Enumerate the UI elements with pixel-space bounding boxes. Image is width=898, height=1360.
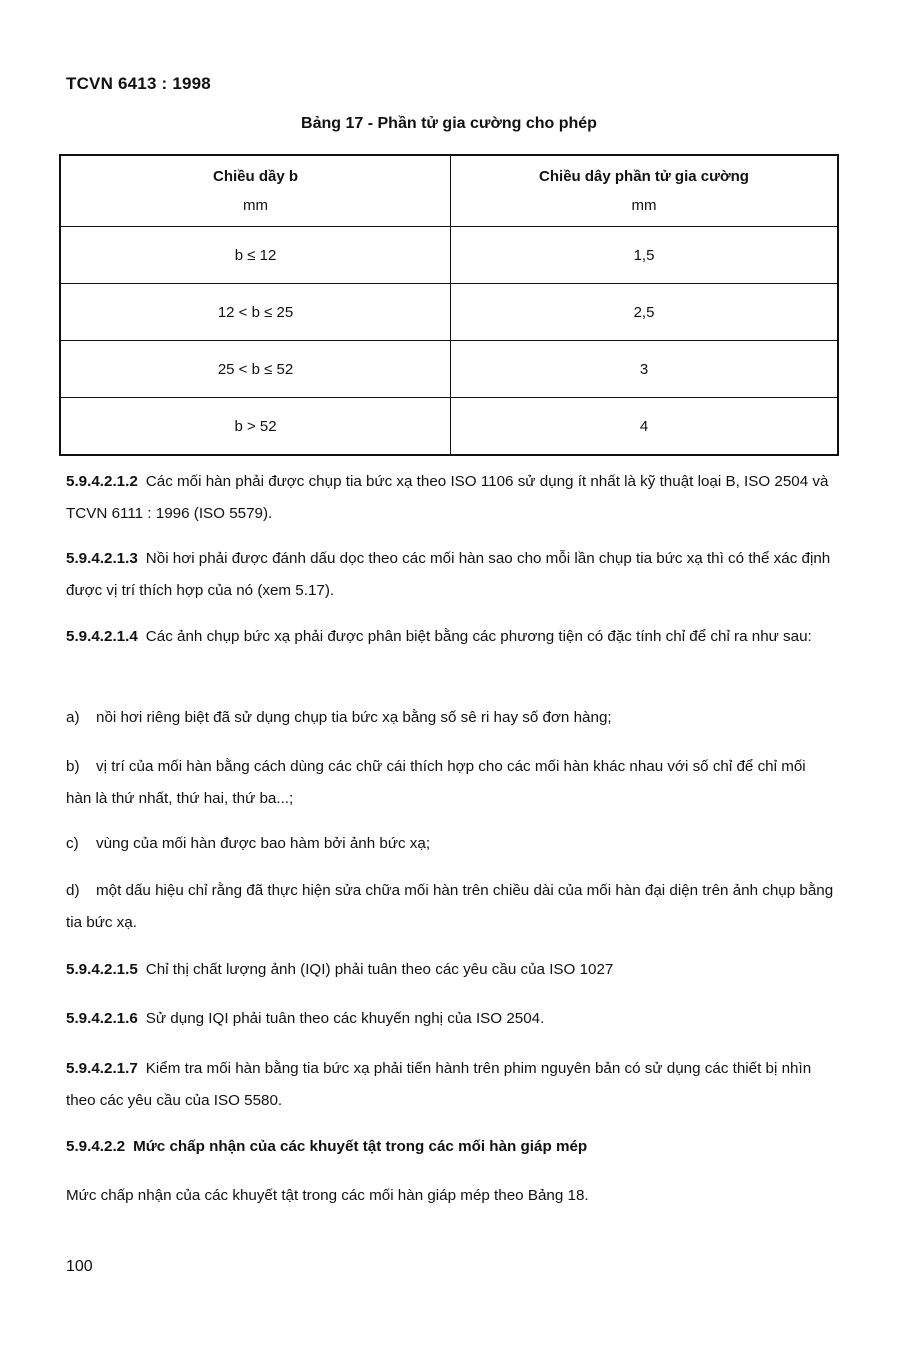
table-row — [60, 398, 838, 456]
clause-text: Chỉ thị chất lượng ảnh (IQI) phải tuân theo các yêu cầu của ISO 1027 — [145, 961, 614, 978]
thickness-cell: 25 < b ≤ 52 — [60, 341, 451, 398]
col-header-thickness — [60, 155, 451, 227]
clause-5-9-4-2-1-2 — [66, 466, 834, 530]
clause-text: Các ảnh chụp bức xạ phải được phân biệt bằng các phương tiện có đặc tính chỉ để chỉ ra như sau: — [145, 628, 812, 645]
table-row — [60, 227, 838, 284]
table-row — [60, 341, 838, 398]
value-cell: 3 — [451, 341, 839, 398]
clause-number: 5.9.4.2.1.7 — [66, 1060, 138, 1077]
clause-5-9-4-2-2 — [66, 1131, 834, 1163]
clause-5-9-4-2-1-6 — [66, 1003, 834, 1035]
value-cell: 2,5 — [451, 284, 839, 341]
clause-5-9-4-2-1-3 — [66, 543, 834, 607]
list-text: vùng của mối hàn được bao hàm bởi ảnh bức xạ; — [96, 835, 431, 852]
clause-number: 5.9.4.2.1.5 — [66, 961, 138, 978]
list-item-a — [66, 702, 834, 734]
list-text: vị trí của mối hàn bằng cách dùng các chữ cái thích hợp cho các mối hàn khác nhau với số chỉ để chỉ mối hàn là thứ nhất, thứ hai, thứ ba...; — [66, 758, 806, 807]
page-number: 100 — [66, 1258, 93, 1275]
list-letter: d) — [66, 882, 80, 899]
thickness-cell: b > 52 — [60, 398, 451, 456]
list-text: nồi hơi riêng biệt đã sử dụng chụp tia bức xạ bằng số sê ri hay số đơn hàng; — [96, 709, 612, 726]
reinforcement-table — [59, 154, 839, 456]
table-title: Bảng 17 - Phần tử gia cường cho phép — [301, 115, 597, 132]
col2-header-unit: mm — [631, 197, 657, 214]
col1-header-unit: mm — [243, 197, 268, 214]
clause-number: 5.9.4.2.1.2 — [66, 473, 138, 490]
clause-5-9-4-2-1-4 — [66, 621, 834, 653]
value-cell: 1,5 — [451, 227, 839, 284]
clause-text: Nồi hơi phải được đánh dấu dọc theo các mối hàn sao cho mỗi lần chụp tia bức xạ thì có thể xác định được vị trí thích hợp của nó (xem 5.17). — [66, 550, 831, 599]
clause-text: Các mối hàn phải được chụp tia bức xạ theo ISO 1106 sử dụng ít nhất là kỹ thuật loại B, ISO 2504 và TCVN 6111 : 1996 (ISO 5579). — [66, 473, 829, 522]
list-item-b — [66, 751, 834, 815]
clause-number: 5.9.4.2.2 — [66, 1138, 126, 1155]
list-item-d — [66, 875, 834, 939]
list-text: một dấu hiệu chỉ rằng đã thực hiện sửa chữa mối hàn trên chiều dài của mối hàn đại diện trên ảnh chụp bằng tia bức xạ. — [66, 882, 834, 931]
standard-header: TCVN 6413 : 1998 — [66, 74, 211, 93]
clause-5-9-4-2-1-5 — [66, 954, 834, 986]
thickness-cell: 12 < b ≤ 25 — [60, 284, 451, 341]
list-letter: a) — [66, 709, 80, 726]
list-letter: c) — [66, 835, 79, 852]
clause-number: 5.9.4.2.1.3 — [66, 550, 138, 567]
clause-text: Sử dụng IQI phải tuân theo các khuyến nghị của ISO 2504. — [145, 1010, 545, 1027]
clause-heading: Mức chấp nhận của các khuyết tật trong các mối hàn giáp mép — [133, 1138, 588, 1155]
table-row — [60, 284, 838, 341]
clause-number: 5.9.4.2.1.4 — [66, 628, 138, 645]
thickness-cell: b ≤ 12 — [60, 227, 451, 284]
list-item-c — [66, 828, 834, 860]
list-letter: b) — [66, 758, 80, 775]
body-paragraph — [66, 1180, 834, 1212]
col1-header-label: Chiều dầy b — [212, 168, 298, 185]
col-header-reinforcement — [451, 155, 839, 227]
value-cell: 4 — [451, 398, 839, 456]
clause-number: 5.9.4.2.1.6 — [66, 1010, 138, 1027]
table-header-row — [60, 155, 838, 227]
clause-text: Kiểm tra mối hàn bằng tia bức xạ phải tiến hành trên phim nguyên bản có sử dụng các thiết bị nhìn theo các yêu cầu của ISO 5580. — [66, 1060, 812, 1109]
col2-header-label: Chiều dây phần tử gia cường — [539, 168, 749, 185]
clause-5-9-4-2-1-7 — [66, 1053, 834, 1117]
paragraph-text: Mức chấp nhận của các khuyết tật trong các mối hàn giáp mép theo Bảng 18. — [66, 1187, 589, 1204]
